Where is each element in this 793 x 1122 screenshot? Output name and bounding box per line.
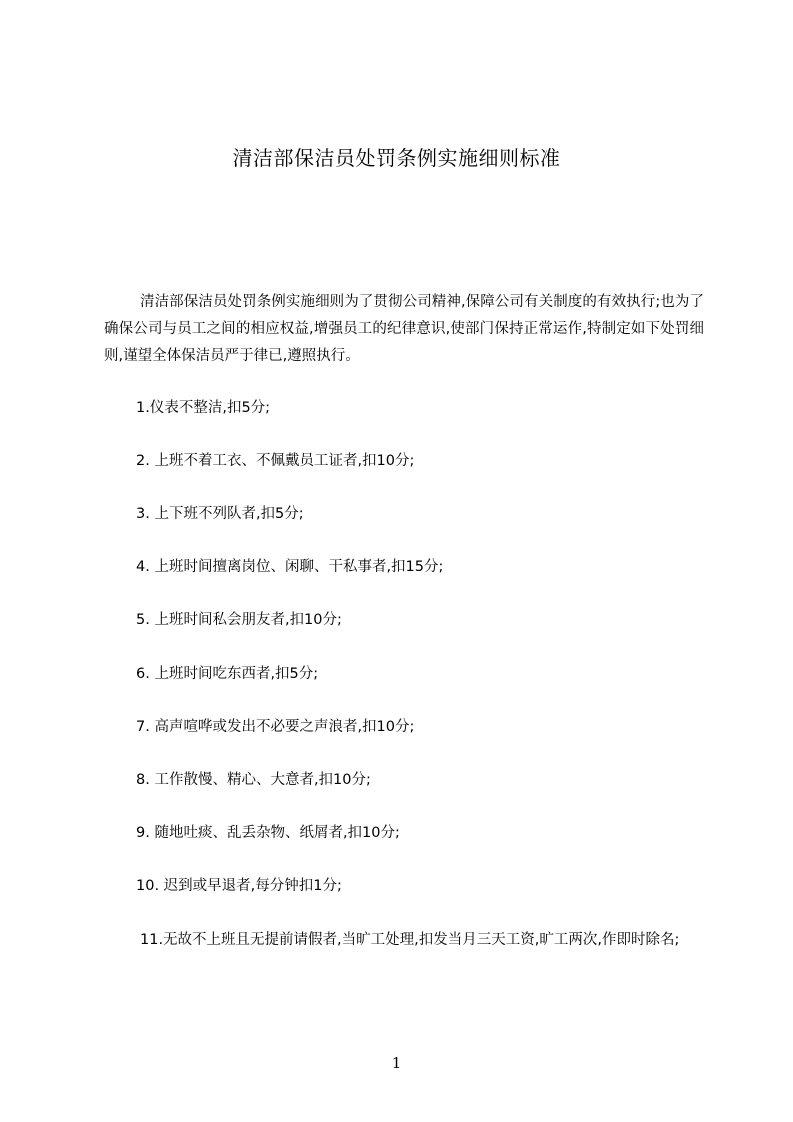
- rule-item-7: 7. 高声喧哗或发出不必要之声浪者,扣10分;: [136, 719, 415, 735]
- rule-item-4: 4. 上班时间擅离岗位、闲聊、干私事者,扣15分;: [136, 559, 444, 575]
- rule-item-2: 2. 上班不着工衣、不佩戴员工证者,扣10分;: [136, 453, 415, 469]
- page-number: 1: [391, 1054, 402, 1072]
- rule-item-10: 10. 迟到或早退者,每分钟扣1分;: [136, 878, 342, 894]
- rule-item-3: 3. 上下班不列队者,扣5分;: [136, 506, 304, 522]
- rule-item-1: 1.仪表不整洁,扣5分;: [136, 400, 271, 416]
- rule-item-5: 5. 上班时间私会朋友者,扣10分;: [136, 612, 342, 628]
- intro-paragraph: 清洁部保洁员处罚条例实施细则为了贯彻公司精神,保障公司有关制度的有效执行;也为了确保公司与员工之间的相应权益,增强员工的纪律意识,使部门保持正常运作,特制定如下处罚细则,谨望全体保洁员严于律已,遵照执行。: [104, 294, 704, 364]
- rule-item-8: 8. 工作散慢、精心、大意者,扣10分;: [136, 772, 371, 788]
- rule-item-11: 11.无故不上班且无提前请假者,当旷工处理,扣发当月三天工资,旷工两次,作即时除名;: [140, 932, 680, 948]
- rule-item-6: 6. 上班时间吃东西者,扣5分;: [136, 666, 319, 682]
- rule-item-9: 9. 随地吐痰、乱丢杂物、纸屑者,扣10分;: [136, 825, 400, 841]
- document-title: 清洁部保洁员处罚条例实施细则标准: [232, 146, 561, 170]
